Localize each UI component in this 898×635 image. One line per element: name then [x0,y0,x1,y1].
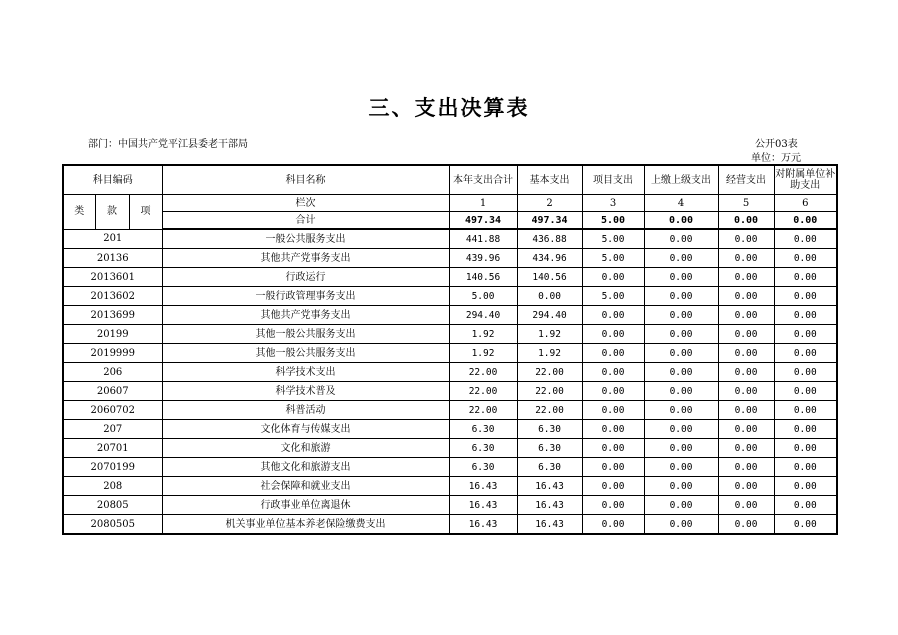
table-row [63,229,837,249]
value-cell: 0.00 [774,325,837,344]
value-cell: 6.30 [517,439,582,458]
value-cell: 0.00 [644,325,718,344]
header-name: 科目名称 [162,165,449,195]
unit-label: 单位：万元 [751,153,801,164]
table-row [63,496,837,515]
table-row [63,325,837,344]
value-cell: 0.00 [774,477,837,496]
table-row [63,439,837,458]
value-cell: 0.00 [644,382,718,401]
header-lei: 类 [63,195,95,230]
subject-name: 其他共产党事务支出 [162,249,449,268]
value-cell: 22.00 [449,401,517,420]
value-cell: 1.92 [517,325,582,344]
header-basic: 基本支出 [517,165,582,195]
subject-name: 一般公共服务支出 [162,229,449,249]
value-cell: 0.00 [517,287,582,306]
value-cell: 22.00 [449,363,517,382]
header-code: 科目编码 [63,165,162,195]
table-row [63,344,837,363]
subject-code: 2070199 [63,458,162,477]
value-cell: 0.00 [582,325,644,344]
subject-code: 208 [63,477,162,496]
value-cell: 0.00 [582,515,644,535]
expenditure-table [62,164,838,535]
value-cell: 0.00 [774,229,837,249]
value-cell: 0.00 [582,496,644,515]
total-cell: 0.00 [644,212,718,230]
value-cell: 140.56 [449,268,517,287]
value-cell: 6.30 [517,458,582,477]
value-cell: 0.00 [644,515,718,535]
value-cell: 22.00 [517,363,582,382]
value-cell: 294.40 [449,306,517,325]
value-cell: 0.00 [774,249,837,268]
value-cell: 434.96 [517,249,582,268]
value-cell: 22.00 [517,382,582,401]
value-cell: 6.30 [517,420,582,439]
table-row [63,515,837,535]
col-num-1: 1 [449,195,517,212]
col-num-3: 3 [582,195,644,212]
value-cell: 0.00 [582,439,644,458]
value-cell: 0.00 [774,401,837,420]
subject-name: 一般行政管理事务支出 [162,287,449,306]
value-cell: 436.88 [517,229,582,249]
value-cell: 0.00 [774,420,837,439]
value-cell: 140.56 [517,268,582,287]
table-row [63,363,837,382]
value-cell: 0.00 [718,401,774,420]
value-cell: 0.00 [644,458,718,477]
value-cell: 6.30 [449,458,517,477]
value-cell: 0.00 [774,515,837,535]
col-num-2: 2 [517,195,582,212]
value-cell: 441.88 [449,229,517,249]
value-cell: 5.00 [449,287,517,306]
value-cell: 0.00 [644,287,718,306]
value-cell: 6.30 [449,439,517,458]
value-cell: 0.00 [582,458,644,477]
value-cell: 16.43 [517,477,582,496]
value-cell: 0.00 [644,496,718,515]
value-cell: 0.00 [718,515,774,535]
subject-code: 2060702 [63,401,162,420]
value-cell: 0.00 [582,477,644,496]
header-row [63,165,837,195]
total-cell: 0.00 [774,212,837,230]
header-kuan: 款 [95,195,129,230]
table-row [63,458,837,477]
table-row [63,382,837,401]
header-subsidiary: 对附属单位补助支出 [774,165,837,195]
value-cell: 1.92 [449,325,517,344]
subject-code: 20701 [63,439,162,458]
table-row [63,249,837,268]
column-number-row [63,195,837,212]
value-cell: 0.00 [582,268,644,287]
value-cell: 0.00 [718,268,774,287]
subject-name: 科学技术支出 [162,363,449,382]
subject-name: 其他一般公共服务支出 [162,325,449,344]
subject-code: 2013602 [63,287,162,306]
col-num-5: 5 [718,195,774,212]
table-row [63,306,837,325]
header-business: 经营支出 [718,165,774,195]
value-cell: 0.00 [582,363,644,382]
value-cell: 0.00 [718,496,774,515]
value-cell: 294.40 [517,306,582,325]
subject-name: 机关事业单位基本养老保险缴费支出 [162,515,449,535]
total-cell: 497.34 [517,212,582,230]
subject-name: 行政运行 [162,268,449,287]
subject-code: 20805 [63,496,162,515]
value-cell: 0.00 [582,420,644,439]
value-cell: 0.00 [644,401,718,420]
value-cell: 16.43 [449,477,517,496]
subject-code: 2019999 [63,344,162,363]
subject-code: 201 [63,229,162,249]
value-cell: 0.00 [644,249,718,268]
value-cell: 0.00 [774,382,837,401]
subject-code: 2013699 [63,306,162,325]
total-cell: 0.00 [718,212,774,230]
value-cell: 0.00 [644,363,718,382]
value-cell: 0.00 [718,306,774,325]
department-label: 部门：中国共产党平江县委老干部局 [88,139,248,150]
header-project: 项目支出 [582,165,644,195]
subject-code: 20199 [63,325,162,344]
subject-name: 科学技术普及 [162,382,449,401]
subject-name: 其他文化和旅游支出 [162,458,449,477]
value-cell: 0.00 [718,344,774,363]
table-row [63,477,837,496]
value-cell: 22.00 [449,382,517,401]
value-cell: 0.00 [582,344,644,363]
value-cell: 0.00 [718,325,774,344]
value-cell: 0.00 [774,458,837,477]
subject-code: 20607 [63,382,162,401]
subject-code: 206 [63,363,162,382]
value-cell: 0.00 [718,439,774,458]
value-cell: 0.00 [718,287,774,306]
value-cell: 16.43 [517,496,582,515]
value-cell: 0.00 [774,439,837,458]
subject-name: 行政事业单位离退休 [162,496,449,515]
value-cell: 0.00 [718,458,774,477]
value-cell: 0.00 [718,249,774,268]
value-cell: 16.43 [449,515,517,535]
column-label: 栏次 [162,195,449,212]
value-cell: 0.00 [774,287,837,306]
value-cell: 0.00 [774,306,837,325]
header-xiang: 项 [129,195,162,230]
subject-name: 文化体育与传媒支出 [162,420,449,439]
value-cell: 0.00 [644,306,718,325]
total-row [63,212,837,230]
value-cell: 439.96 [449,249,517,268]
value-cell: 0.00 [582,306,644,325]
total-cell: 5.00 [582,212,644,230]
value-cell: 6.30 [449,420,517,439]
value-cell: 5.00 [582,229,644,249]
value-cell: 0.00 [774,344,837,363]
table-row [63,420,837,439]
value-cell: 0.00 [718,477,774,496]
total-label: 合计 [162,212,449,230]
subject-name: 社会保障和就业支出 [162,477,449,496]
value-cell: 0.00 [644,420,718,439]
value-cell: 0.00 [774,363,837,382]
value-cell: 0.00 [718,382,774,401]
value-cell: 0.00 [644,229,718,249]
subject-name: 文化和旅游 [162,439,449,458]
value-cell: 1.92 [517,344,582,363]
value-cell: 1.92 [449,344,517,363]
value-cell: 0.00 [774,268,837,287]
value-cell: 0.00 [718,420,774,439]
table-row [63,287,837,306]
subject-code: 2080505 [63,515,162,535]
table-row [63,268,837,287]
value-cell: 16.43 [517,515,582,535]
header-total: 本年支出合计 [449,165,517,195]
page-title: 三、支出决算表 [368,96,530,120]
form-number: 公开03表 [755,139,798,150]
subject-name: 其他共产党事务支出 [162,306,449,325]
value-cell: 0.00 [582,401,644,420]
value-cell: 16.43 [449,496,517,515]
value-cell: 0.00 [582,382,644,401]
col-num-6: 6 [774,195,837,212]
value-cell: 0.00 [644,477,718,496]
subject-code: 2013601 [63,268,162,287]
value-cell: 0.00 [644,344,718,363]
col-num-4: 4 [644,195,718,212]
value-cell: 5.00 [582,249,644,268]
subject-code: 207 [63,420,162,439]
subject-name: 科普活动 [162,401,449,420]
value-cell: 0.00 [718,363,774,382]
subject-code: 20136 [63,249,162,268]
value-cell: 5.00 [582,287,644,306]
total-cell: 497.34 [449,212,517,230]
value-cell: 0.00 [718,229,774,249]
subject-name: 其他一般公共服务支出 [162,344,449,363]
value-cell: 0.00 [774,496,837,515]
value-cell: 0.00 [644,268,718,287]
value-cell: 22.00 [517,401,582,420]
table-row [63,401,837,420]
header-upper: 上缴上级支出 [644,165,718,195]
value-cell: 0.00 [644,439,718,458]
